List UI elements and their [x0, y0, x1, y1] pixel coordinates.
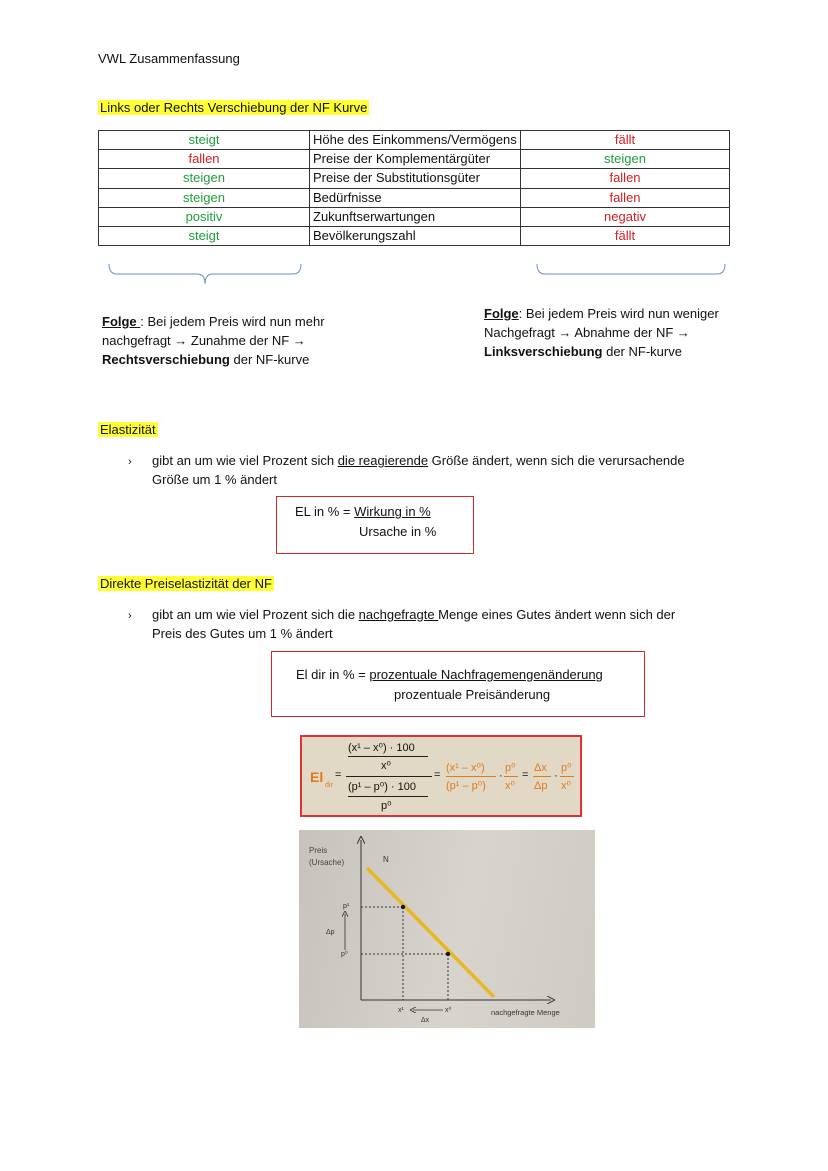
cell-increase-effect: positiv	[99, 207, 310, 226]
x0-label: x⁰	[445, 1007, 452, 1014]
cell-decrease-effect: fallen	[521, 188, 730, 207]
formula-el: El	[310, 769, 324, 785]
formula-lhs: El dir in % =	[296, 667, 370, 682]
formula-dot: ·	[499, 770, 503, 782]
table-row	[99, 169, 730, 188]
demand-curve-image	[299, 830, 595, 1028]
right-brace	[533, 262, 733, 282]
cell-factor: Bevölkerungszahl	[310, 226, 521, 245]
formula-dot: ·	[554, 770, 558, 782]
y-label-2: (Ursache)	[309, 858, 345, 867]
formula-equals: =	[335, 769, 342, 781]
table-row	[99, 188, 730, 207]
formula-num-top: (x¹ – x⁰) · 100	[348, 742, 415, 754]
folge-left-rest: der NF-kurve	[229, 351, 310, 367]
point-p0	[446, 952, 450, 956]
formula-right-den2: x⁰	[561, 780, 571, 792]
x1-label: x¹	[398, 1007, 404, 1014]
folge-right	[484, 305, 754, 362]
folge-right-line2: Nachgefragt → Abnahme der NF →	[484, 324, 690, 340]
bullet-marker: ›	[128, 610, 132, 622]
formula-right-num1: Δx	[534, 762, 547, 774]
cell-increase-effect: steigt	[99, 131, 310, 150]
folge-right-bold: Linksverschiebung	[484, 343, 603, 359]
section-heading-elasticity	[98, 421, 158, 440]
section-heading-shift	[98, 99, 369, 118]
def-post: Menge eines Gutes ändert wenn sich der	[438, 607, 676, 622]
formula-den-bottom: p⁰	[381, 800, 392, 812]
formula-numerator: prozentuale Nachfragemengenänderung	[369, 667, 603, 682]
folge-right-rest: der NF-kurve	[602, 343, 682, 359]
formula-right-den1: Δp	[534, 780, 548, 792]
direct-elasticity-definition	[152, 606, 752, 644]
delta-x-label: Δx	[421, 1017, 430, 1024]
p1-label: p¹	[343, 903, 350, 910]
folge-left-line1: : Bei jedem Preis wird nun mehr	[140, 314, 325, 329]
p0-label: p⁰	[341, 951, 348, 958]
table-row	[99, 226, 730, 245]
formula-den-top: (p¹ – p⁰) · 100	[348, 781, 416, 793]
def-line2: Größe um 1 % ändert	[152, 471, 277, 487]
table-row	[99, 207, 730, 226]
folge-left-label: Folge	[102, 314, 141, 329]
formula-denominator: Ursache in %	[359, 524, 437, 539]
formula-lhs: EL in % =	[295, 504, 355, 519]
formula-right-num2: p⁰	[561, 762, 572, 774]
def-underlined: nachgefragte	[358, 607, 439, 622]
folge-right-line1: : Bei jedem Preis wird nun weniger	[518, 306, 719, 321]
point-p1	[401, 905, 405, 909]
cell-increase-effect: steigt	[99, 226, 310, 245]
formula-numerator: Wirkung in %	[354, 504, 431, 519]
cell-factor: Bedürfnisse	[310, 188, 521, 207]
cell-decrease-effect: fällt	[521, 226, 730, 245]
direct-elasticity-formula-box	[271, 651, 645, 717]
heading-text: Elastizität	[100, 422, 156, 437]
formula-mid-frac-num: p⁰	[505, 762, 516, 774]
cell-decrease-effect: steigen	[521, 150, 730, 169]
left-brace	[105, 262, 305, 290]
demand-curve-svg	[299, 830, 595, 1028]
cell-decrease-effect: negativ	[521, 207, 730, 226]
heading-text: Links oder Rechts Verschiebung der NF Kurve	[100, 100, 368, 115]
y-label-1: Preis	[309, 846, 328, 855]
cell-increase-effect: steigen	[99, 169, 310, 188]
cell-factor: Höhe des Einkommens/Vermögens	[310, 131, 521, 150]
curve-label: N	[383, 855, 389, 864]
formula-denominator: prozentuale Preisänderung	[394, 687, 551, 702]
cell-decrease-effect: fällt	[521, 131, 730, 150]
folge-left	[102, 313, 362, 370]
def-pre: gibt an um wie viel Prozent sich die	[152, 607, 359, 622]
def-underlined: die reagierende	[337, 453, 429, 468]
formula-equals: =	[434, 769, 441, 781]
def-line2: Preis des Gutes um 1 % ändert	[152, 625, 333, 641]
table-row	[99, 150, 730, 169]
formula-mid-num: (x¹ – x⁰)	[446, 762, 485, 774]
delta-p-label: Δp	[326, 929, 335, 936]
formula-mid-frac-den: x⁰	[505, 780, 515, 792]
document-title: VWL Zusammenfassung	[98, 51, 240, 66]
cell-decrease-effect: fallen	[521, 169, 730, 188]
def-post: Größe ändert, wenn sich die verursachende	[428, 453, 685, 468]
folge-right-label: Folge	[484, 306, 519, 321]
formula-el-sub: dir	[325, 782, 333, 789]
heading-text: Direkte Preiselastizität der NF	[100, 576, 272, 591]
cell-increase-effect: steigen	[99, 188, 310, 207]
elasticity-definition	[152, 452, 752, 490]
folge-left-line2: nachgefragt → Zunahme der NF →	[102, 332, 306, 348]
formula-num-bottom: x⁰	[381, 760, 391, 772]
table-row	[99, 131, 730, 150]
elasticity-formula-box	[276, 496, 474, 554]
def-pre: gibt an um wie viel Prozent sich	[152, 453, 338, 468]
x-label: nachgefragte Menge	[491, 1008, 560, 1017]
section-heading-direct-elasticity	[98, 575, 274, 594]
formula-equals: =	[522, 769, 529, 781]
folge-left-bold: Rechtsverschiebung	[102, 351, 230, 367]
shift-factors-table	[98, 130, 730, 246]
demand-line	[367, 868, 494, 997]
cell-factor: Preise der Substitutionsgüter	[310, 169, 521, 188]
cell-factor: Preise der Komplementärgüter	[310, 150, 521, 169]
formula-mid-den: (p¹ – p⁰)	[446, 780, 486, 792]
elasticity-formula-image	[300, 735, 582, 817]
bullet-marker: ›	[128, 456, 132, 468]
cell-increase-effect: fallen	[99, 150, 310, 169]
cell-factor: Zukunftserwartungen	[310, 207, 521, 226]
